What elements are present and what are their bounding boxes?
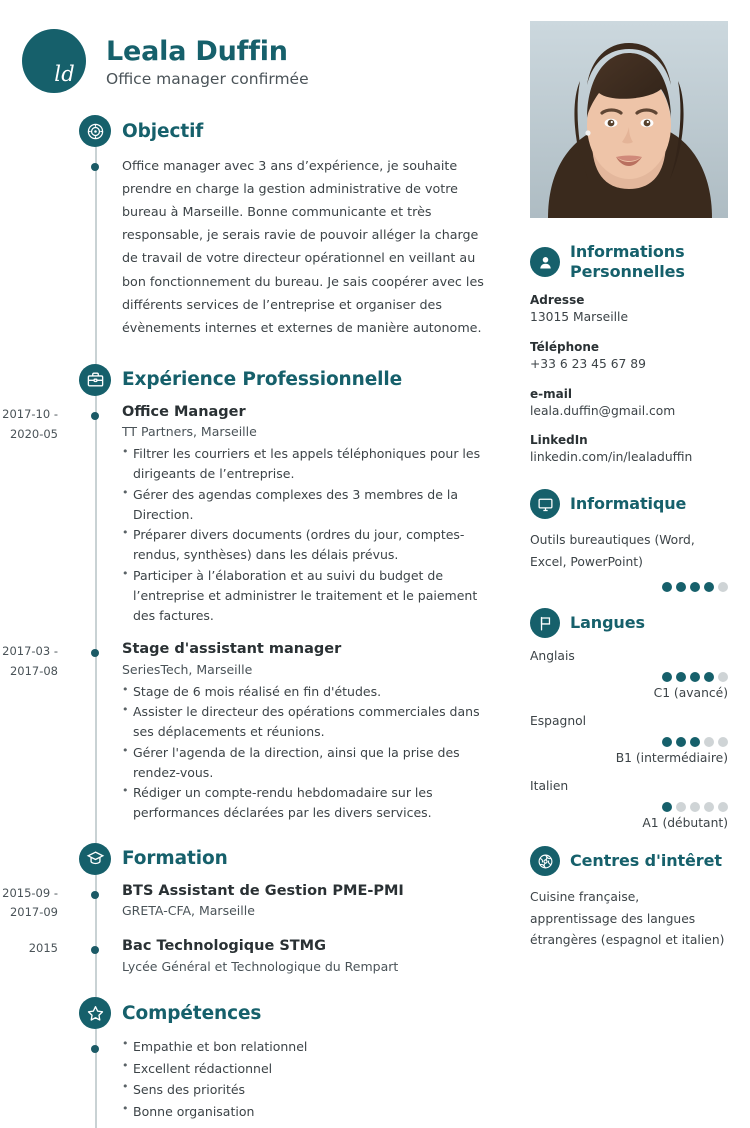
candidate-name: Leala Duffin	[106, 35, 288, 67]
experience-entry-dates	[0, 640, 78, 823]
experience-entry	[0, 403, 520, 641]
date-start: 2017-10 -	[2, 406, 58, 421]
date-start: 2017-03 -	[2, 644, 58, 659]
profile-photo	[530, 21, 728, 218]
section-title-formation: Formation	[122, 848, 228, 869]
formation-entry-body	[122, 882, 520, 924]
timeline-dot	[91, 1045, 99, 1053]
experience-bullet-list	[122, 444, 498, 626]
informatique-text: Outils bureautiques (Word, Excel, PowerPoint)	[530, 533, 695, 569]
section-header-experience	[0, 365, 520, 395]
timeline-dot	[91, 891, 99, 899]
informatique-rating	[530, 582, 728, 592]
formation-entry-subtitle: Lycée Général et Technologique du Rempart	[122, 958, 399, 974]
rating-dot	[662, 672, 672, 682]
briefcase-icon	[79, 364, 111, 396]
language-name: Italien	[530, 779, 569, 794]
list-item: • Assister le directeur des opérations commerciales dans ses déplacements et réunions.	[122, 702, 498, 743]
language-row	[530, 779, 728, 830]
section-informations-personnelles	[530, 242, 728, 467]
rating-dot	[718, 802, 728, 812]
right-sidebar	[520, 0, 750, 1061]
formation-entry	[0, 882, 520, 938]
field-label-adresse: Adresse	[530, 293, 585, 307]
rating-dot	[676, 672, 686, 682]
objectif-entry	[0, 154, 520, 349]
list-item: • Stage de 6 mois réalisé en fin d'études.	[122, 682, 498, 702]
rating-dot	[676, 802, 686, 812]
list-item: • Gérer des agendas complexes des 3 membres de la Direction.	[122, 485, 498, 526]
field-value-adresse: 13015 Marseille	[530, 310, 629, 324]
centres-text: Cuisine française, apprentissage des langues étrangères (espagnol et italien)	[530, 890, 725, 948]
rating-dot	[718, 582, 728, 592]
language-rating	[530, 802, 728, 812]
language-rating	[530, 672, 728, 682]
experience-entry-title: Office Manager	[122, 403, 246, 420]
list-item: • Bonne organisation	[122, 1101, 307, 1123]
formation-entry-dates	[0, 937, 78, 978]
timeline-dot	[91, 946, 99, 954]
list-item: • Participer à l’élaboration et au suivi du budget de l’entreprise et administrer le traitement et le paiement des factures.	[122, 566, 498, 627]
section-header-centres	[530, 846, 728, 876]
rating-dot	[704, 737, 714, 747]
list-item: • Empathie et bon relationnel	[122, 1036, 307, 1058]
formation-entry-title: Bac Technologique STMG	[122, 938, 327, 955]
section-header-langues	[530, 608, 728, 638]
rating-dot	[704, 672, 714, 682]
timeline-dot	[91, 649, 99, 657]
list-item: • Filtrer les courriers et les appels téléphoniques pour les dirigeants de l’entreprise.	[122, 444, 498, 485]
experience-bullet-list	[122, 682, 498, 824]
section-header-informatique	[530, 489, 728, 519]
section-title-competences: Compétences	[122, 1002, 262, 1024]
person-icon	[530, 247, 560, 277]
section-header-competences	[0, 998, 520, 1028]
monogram-badge	[22, 29, 86, 93]
language-level: B1 (intermédiaire)	[615, 751, 728, 766]
rating-dot	[690, 737, 700, 747]
rating-dot	[690, 802, 700, 812]
objectif-text: Office manager avec 3 ans d’expérience, je souhaite prendre en charge la gestion administrative de votre bureau à Marseille. Bonne communicante et très responsable, je serais ravie de pouvoir alléger la charge de travail de votre directeur opérationnel en veillant au bon fonctionnement du bureau. Je sais coopérer avec les différents services de l’entreprise et organiser des évènements internes et externes de manière autonome.	[122, 158, 484, 335]
formation-entry-subtitle: GRETA-CFA, Marseille	[122, 903, 255, 919]
list-item: • Préparer divers documents (ordres du jour, comptes-rendus, synthèses) dans les délais prévus.	[122, 525, 498, 566]
formation-entry-body	[122, 937, 520, 978]
rating-dot	[690, 582, 700, 592]
field-value-telephone: +33 6 23 45 67 89	[530, 356, 646, 371]
language-name: Espagnol	[530, 714, 587, 729]
language-row	[530, 714, 728, 765]
section-title-informatique: Informatique	[570, 494, 687, 514]
list-item: • Rédiger un compte-rendu hebdomadaire sur les performances déclarées par les divers services.	[122, 783, 498, 824]
timeline-dot	[91, 412, 99, 420]
section-title-informations: Informations Personnelles	[570, 242, 685, 281]
experience-entry-body	[122, 403, 520, 627]
section-centres-dinteret	[530, 846, 728, 952]
formation-entry-title: BTS Assistant de Gestion PME-PMI	[122, 882, 404, 899]
rating-dot	[718, 737, 728, 747]
date-end: 2020-05	[9, 426, 58, 441]
star-icon	[79, 997, 111, 1029]
experience-entry-dates	[0, 403, 78, 627]
field-value-linkedin[interactable]: linkedin.com/in/lealaduffin	[530, 450, 693, 465]
section-header-objectif	[0, 116, 520, 146]
language-level: C1 (avancé)	[653, 686, 728, 701]
rating-dot	[662, 802, 672, 812]
rating-dot	[718, 672, 728, 682]
field-label-linkedin: LinkedIn	[530, 433, 588, 448]
date-start: 2015-09 -	[2, 885, 58, 900]
name-block	[106, 34, 309, 89]
language-name: Anglais	[530, 649, 575, 664]
list-item: • Excellent rédactionnel	[122, 1058, 307, 1080]
field-label-telephone: Téléphone	[530, 339, 600, 354]
graduation-cap-icon	[79, 843, 111, 875]
field-label-email: e-mail	[530, 386, 572, 401]
rating-dot	[662, 737, 672, 747]
experience-entry-subtitle: TT Partners, Marseille	[122, 424, 257, 440]
field-value-email[interactable]: leala.duffin@gmail.com	[530, 403, 676, 418]
rating-dot	[676, 582, 686, 592]
section-header-informations	[530, 242, 728, 282]
experience-entry-body	[122, 640, 520, 823]
candidate-job-title: Office manager confirmée	[106, 69, 309, 88]
formation-entry	[0, 937, 520, 992]
section-title-experience: Expérience Professionnelle	[122, 369, 403, 391]
target-icon	[79, 115, 111, 147]
section-title-centres: Centres d'intêret	[570, 851, 722, 871]
section-informatique	[530, 489, 728, 592]
rating-dot	[690, 672, 700, 682]
experience-entry	[0, 640, 520, 837]
interests-icon	[530, 846, 560, 876]
date-end: 2017-08	[9, 664, 58, 679]
monitor-icon	[530, 489, 560, 519]
list-item: • Gérer l'agenda de la direction, ainsi que la prise des rendez-vous.	[122, 743, 498, 784]
rating-dot	[662, 582, 672, 592]
timeline	[0, 116, 520, 1128]
list-item: • Sens des priorités	[122, 1079, 307, 1101]
monogram-initials: ld	[54, 62, 75, 86]
date-start: 2015	[28, 941, 58, 956]
language-row	[530, 649, 728, 700]
section-title-langues: Langues	[570, 613, 645, 633]
formation-entry-dates	[0, 882, 78, 924]
competences-entry	[0, 1036, 520, 1128]
rating-dot	[676, 737, 686, 747]
flag-icon	[530, 608, 560, 638]
date-end: 2017-09	[9, 905, 58, 920]
rating-dot	[704, 802, 714, 812]
language-level: A1 (débutant)	[642, 816, 728, 831]
section-langues	[530, 608, 728, 830]
section-header-formation	[0, 844, 520, 874]
cv-header	[0, 22, 520, 100]
language-rating	[530, 737, 728, 747]
competences-list	[122, 1036, 307, 1122]
section-title-objectif: Objectif	[122, 120, 204, 142]
rating-dot	[704, 582, 714, 592]
experience-entry-title: Stage d'assistant manager	[122, 641, 342, 658]
timeline-dot	[91, 163, 99, 171]
experience-entry-subtitle: SeriesTech, Marseille	[122, 662, 253, 677]
